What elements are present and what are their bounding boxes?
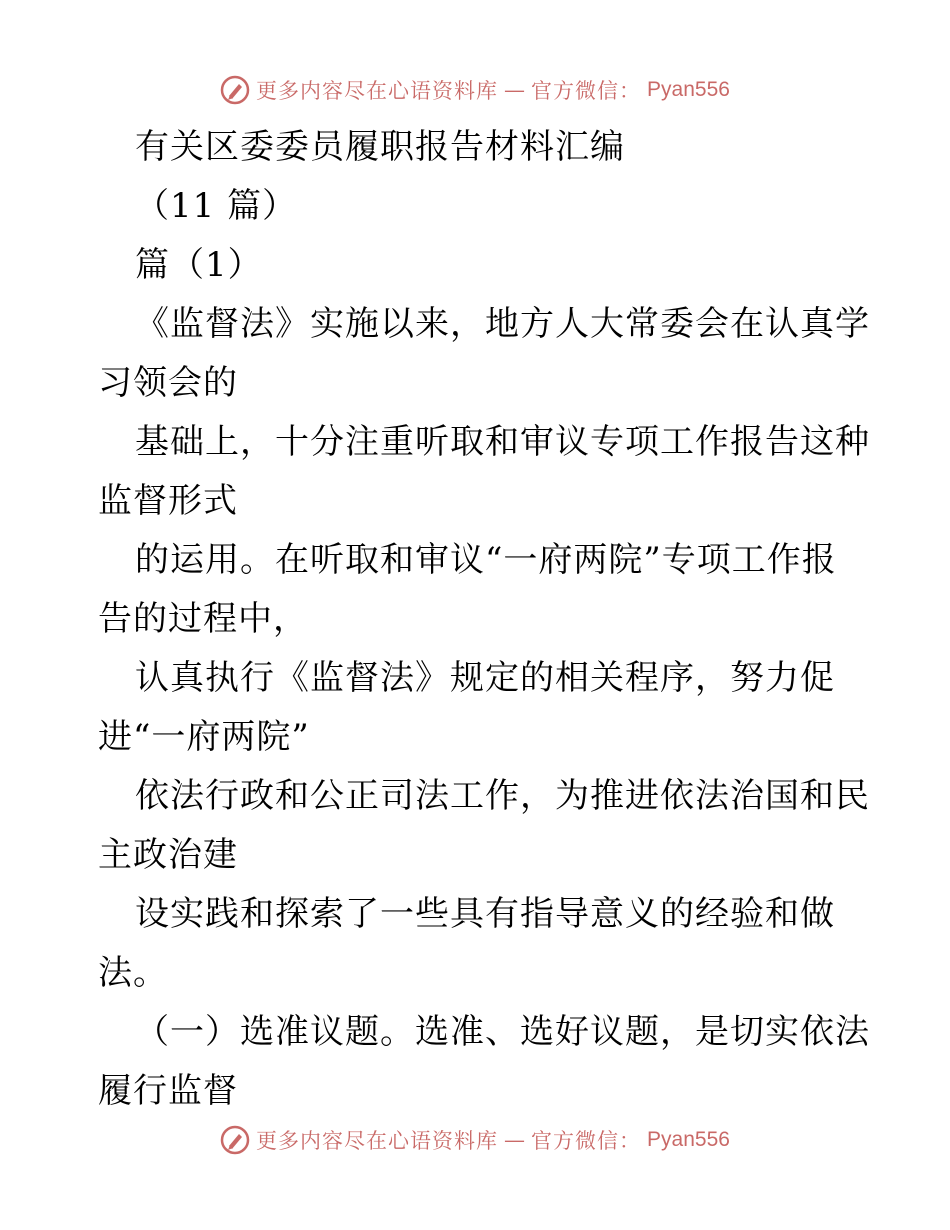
pen-logo-icon: [220, 75, 250, 105]
document-subtitle: （11 篇）: [135, 186, 298, 226]
paragraph-line: 依法行政和公正司法工作，为推进依法治国和民: [135, 776, 870, 816]
paragraph-line: 基础上，十分注重听取和审议专项工作报告这种: [135, 422, 870, 462]
document-body: [98, 118, 870, 1121]
document-title: 有关区委委员履职报告材料汇编: [135, 127, 625, 167]
watermark-text: 更多内容尽在心语资料库: [256, 1129, 499, 1153]
watermark-text: 更多内容尽在心语资料库: [256, 79, 499, 103]
paragraph-line: 设实践和探索了一些具有指导意义的经验和做: [135, 894, 835, 934]
watermark-wechat-label: 官方微信：: [531, 79, 642, 103]
paragraph-line: 习领会的: [98, 363, 238, 403]
paragraph-line: 主政治建: [98, 835, 238, 875]
section-heading: 篇（1）: [135, 245, 263, 285]
paragraph-line: 告的过程中，: [98, 599, 308, 639]
watermark-wechat-id: Pyan556: [647, 78, 730, 101]
watermark-footer: [0, 1122, 950, 1158]
watermark-separator: —: [504, 1128, 526, 1152]
watermark-wechat-label: 官方微信：: [531, 1129, 642, 1153]
paragraph-line: 《监督法》实施以来，地方人大常委会在认真学: [135, 304, 870, 344]
pen-logo-icon: [220, 1125, 250, 1155]
watermark-wechat-id: Pyan556: [647, 1128, 730, 1151]
watermark-header: [0, 72, 950, 108]
paragraph-line: 法。: [98, 953, 168, 993]
paragraph-line: 进“一府两院”: [98, 717, 310, 757]
paragraph-line: 履行监督: [98, 1071, 238, 1111]
paragraph-line: （一）选准议题。选准、选好议题，是切实依法: [135, 1012, 870, 1052]
paragraph-line: 的运用。在听取和审议“一府两院”专项工作报: [135, 540, 837, 580]
watermark-separator: —: [504, 78, 526, 102]
paragraph-line: 认真执行《监督法》规定的相关程序，努力促: [135, 658, 835, 698]
paragraph-line: 监督形式: [98, 481, 238, 521]
